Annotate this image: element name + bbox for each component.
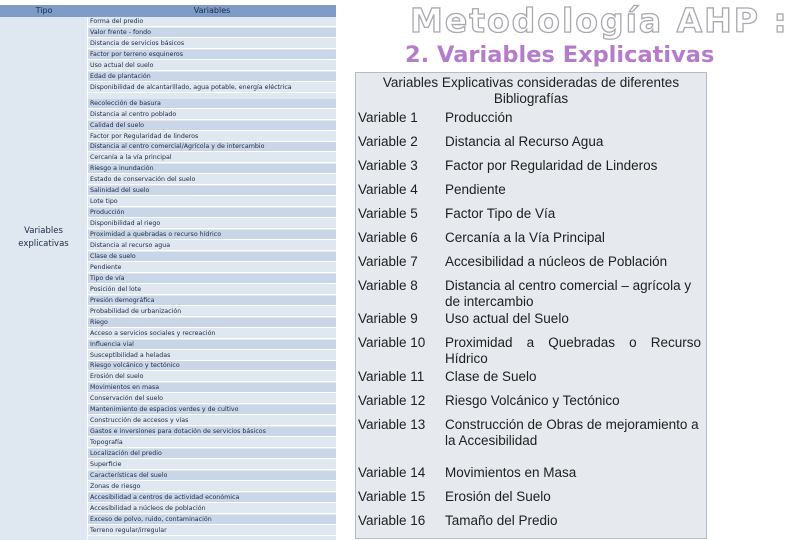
table-row: Distancia al centro comercial/Agrícola y de intercambio: [88, 142, 336, 152]
variable-label: Variable 8: [358, 278, 418, 293]
variable-description: Factor Tipo de Vía: [445, 206, 556, 221]
tipo-label: Variables explicativas: [18, 226, 69, 249]
table-row: Posición del lote: [88, 285, 336, 295]
table-header: [0, 5, 336, 17]
table-row: Accesibilidad a núcleos de población: [88, 504, 336, 514]
variable-label: Variable 9: [358, 311, 418, 326]
table-row: Construcción de accesos y vías: [88, 416, 336, 426]
variable-description: Movimientos en Masa: [445, 465, 577, 480]
variables-table: [0, 5, 336, 540]
table-row: Movimientos en masa: [88, 383, 336, 393]
table-row: Tipo de vía: [88, 274, 336, 284]
page-title: Metodología AHP :: [410, 1, 789, 40]
variable-description: Producción: [445, 110, 513, 125]
variable-description: Riesgo Volcánico y Tectónico: [445, 393, 620, 408]
variable-description: Uso actual del Suelo: [445, 311, 569, 326]
table-row: Accesibilidad a centros de actividad económica: [88, 493, 336, 503]
variable-label: Variable 3: [358, 158, 418, 173]
panel-heading: Variables Explicativas consideradas de diferentes Bibliografías: [382, 75, 680, 106]
table-row: Distancia al centro poblado: [88, 110, 336, 120]
table-row: Lote tipo: [88, 197, 336, 207]
table-row: Presión demográfica: [88, 296, 336, 306]
table-row: Disponibilidad al riego: [88, 219, 336, 229]
page-subtitle: 2. Variables Explicativas: [405, 42, 715, 68]
table-row: Pendiente: [88, 263, 336, 273]
table-row: Acceso a servicios sociales y recreación: [88, 329, 336, 339]
table-row: Edad de plantación: [88, 72, 336, 82]
table-row: Valor frente - fondo: [88, 28, 336, 38]
variable-description: Pendiente: [445, 182, 506, 197]
variable-description: Cercanía a la Vía Principal: [445, 230, 605, 245]
table-row: Terreno regular/irregular: [88, 526, 336, 536]
variable-label: Variable 12: [358, 393, 426, 408]
table-row: Conservación del suelo: [88, 394, 336, 404]
table-row: Zonas de riesgo: [88, 482, 336, 492]
table-row: Características del suelo: [88, 471, 336, 481]
table-row: Superficie: [88, 460, 336, 470]
variable-description: Distancia al Recurso Agua: [445, 134, 604, 149]
variable-label: Variable 7: [358, 254, 418, 269]
variable-label: Variable 1: [358, 110, 418, 125]
variable-description: Clase de Suelo: [445, 369, 537, 384]
table-row: Proximidad a quebradas o recurso hídrico: [88, 230, 336, 240]
tipo-column: [0, 17, 88, 540]
variable-description: Tamaño del Predio: [445, 513, 558, 528]
variable-label: Variable 5: [358, 206, 418, 221]
header-variables: Variables: [193, 6, 231, 15]
variable-description: Factor por Regularidad de Linderos: [445, 158, 658, 173]
variable-description: Accesibilidad a núcleos de Población: [445, 254, 668, 269]
table-row: Gastos e inversiones para dotación de servicios básicos: [88, 427, 336, 437]
table-row: Cercanía a la vía principal: [88, 153, 336, 163]
table-row: Uso actual del suelo: [88, 61, 336, 71]
variable-label: Variable 15: [358, 489, 426, 504]
table-row: Factor por Regularidad de linderos: [88, 132, 336, 142]
table-row: Forma del predio: [88, 17, 336, 27]
table-row: Riesgo volcánico y tectónico: [88, 361, 336, 371]
table-row: Riego: [88, 318, 336, 328]
variable-description: Construcción de Obras de mejoramiento a la Accesibilidad: [445, 417, 699, 448]
table-row: Clase de suelo: [88, 252, 336, 262]
table-row: Recolección de basura: [88, 99, 336, 109]
table-row: Riesgo a inundación: [88, 164, 336, 174]
table-row: Erosión del suelo: [88, 372, 336, 382]
table-row: Exceso de polvo, ruido, contaminación: [88, 515, 336, 525]
table-row: Susceptibilidad a heladas: [88, 351, 336, 361]
variable-label: Variable 11: [358, 369, 425, 384]
variable-description: Proximidad a Quebradas o Recurso Hídrico: [445, 335, 701, 366]
table-row: Influencia vial: [88, 340, 336, 350]
explicative-variables-panel: [355, 72, 707, 539]
table-row: Producción: [88, 208, 336, 218]
table-row: Topografía: [88, 438, 336, 448]
table-row: Probabilidad de urbanización: [88, 307, 336, 317]
table-row: Mantenimiento de espacios verdes y de cultivo: [88, 405, 336, 415]
table-row: Localización del predio: [88, 449, 336, 459]
table-row: Estado de conservación del suelo: [88, 175, 336, 185]
table-row: Salinidad del suelo: [88, 186, 336, 196]
variable-label: Variable 13: [358, 417, 426, 432]
variable-description: Erosión del Suelo: [445, 489, 551, 504]
variable-label: Variable 16: [358, 513, 426, 528]
table-row: Factor por terreno esquineros: [88, 50, 336, 60]
header-tipo: Tipo: [35, 6, 53, 15]
table-row: Disponibilidad de alcantarillado, agua potable, energía eléctrica: [88, 83, 336, 93]
table-row: Distancia al recurso agua: [88, 241, 336, 251]
variable-label: Variable 6: [358, 230, 418, 245]
table-row: Distancia de servicios básicos: [88, 39, 336, 49]
variable-label: Variable 4: [358, 182, 418, 197]
variable-label: Variable 14: [358, 465, 426, 480]
variable-label: Variable 10: [358, 335, 426, 350]
table-row: Calidad del suelo: [88, 121, 336, 131]
variable-description: Distancia al centro comercial – agrícola y de intercambio: [445, 278, 692, 309]
variable-label: Variable 2: [358, 134, 418, 149]
